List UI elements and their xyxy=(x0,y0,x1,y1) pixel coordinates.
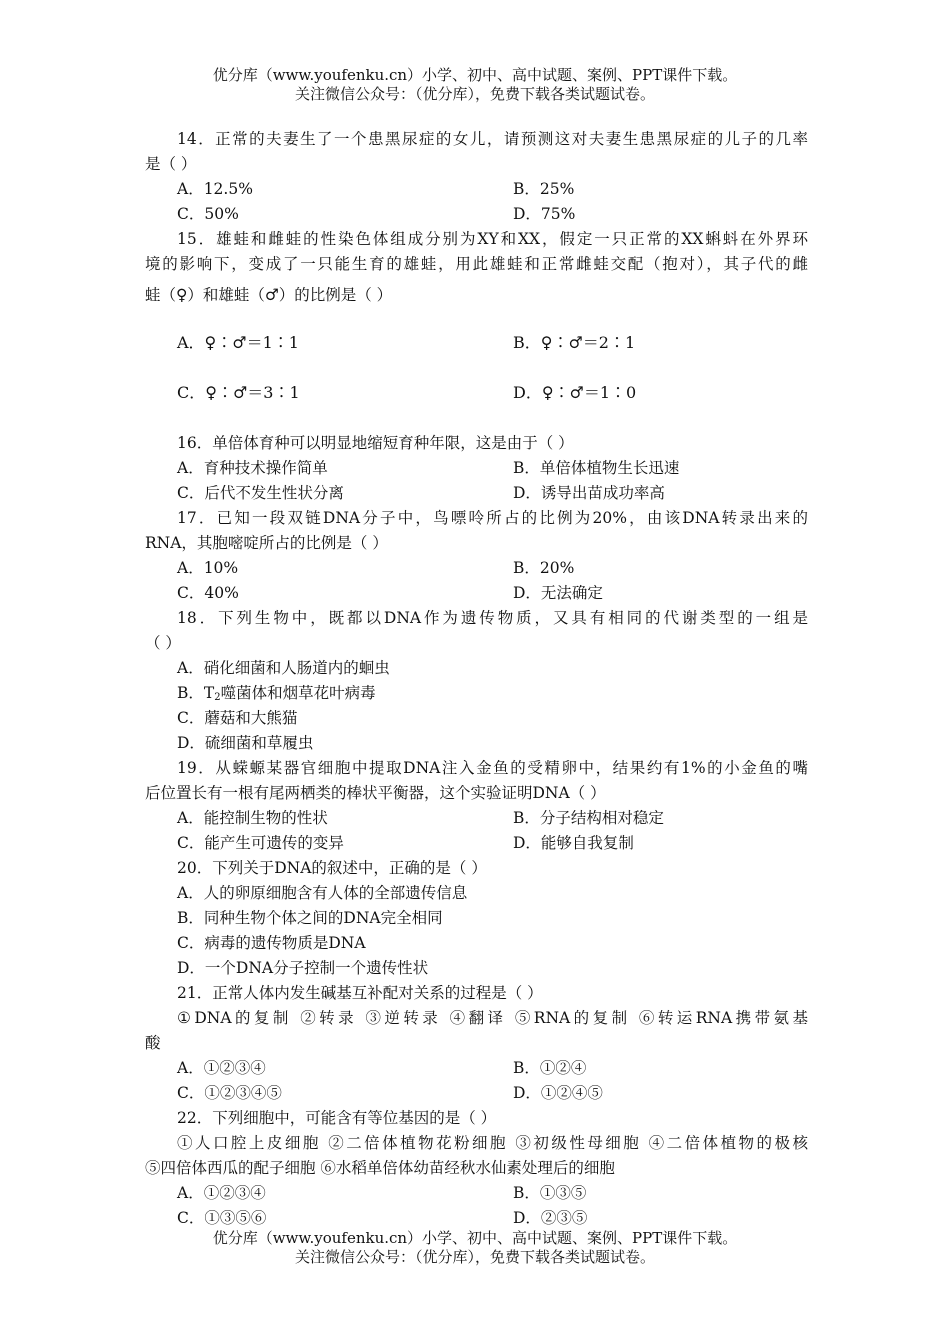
option-a: A．①②③④ xyxy=(177,1059,266,1077)
option-b: B．20% xyxy=(513,559,575,577)
question-content xyxy=(145,127,808,1231)
option-c: C．蘑菇和大熊猫 xyxy=(177,709,298,727)
page-footer xyxy=(0,1229,950,1267)
option-d: D．无法确定 xyxy=(513,584,603,602)
option-a: A．硝化细菌和人肠道内的蛔虫 xyxy=(177,659,390,677)
option-d: D．75% xyxy=(513,205,576,223)
question-22-options-row-2 xyxy=(145,1206,808,1231)
option-d: D．诱导出苗成功率高 xyxy=(513,484,665,502)
question-22-stem: 22．下列细胞中，可能含有等位基因的是（ ） xyxy=(177,1109,497,1127)
footer-line-2: 关注微信公众号：（优分库），免费下载各类试题试卷。 xyxy=(294,1248,655,1266)
question-20 xyxy=(145,856,808,981)
option-c: C．①②③④⑤ xyxy=(177,1084,282,1102)
question-16-options-row-1 xyxy=(145,456,808,481)
question-19-options-row-1 xyxy=(145,806,808,831)
option-c: C．病毒的遗传物质是DNA xyxy=(177,934,366,952)
question-17-options-row-2 xyxy=(145,581,808,606)
question-14 xyxy=(145,127,808,227)
option-b: B．①③⑤ xyxy=(513,1184,587,1202)
option-d: D．①②④⑤ xyxy=(513,1084,603,1102)
question-19-stem: 19．从蝾螈某器官细胞中提取DNA注入金鱼的受精卵中，结果约有1%的小金鱼的嘴 xyxy=(177,759,808,777)
question-15-options-row-2 xyxy=(145,368,808,418)
question-17-stem: 17．已知一段双链DNA分子中，鸟嘌呤所占的比例为20%，由该DNA转录出来的 xyxy=(177,509,808,527)
header-line-2: 关注微信公众号：（优分库），免费下载各类试题试卷。 xyxy=(294,85,655,103)
header-line-1: 优分库（www.youfenku.cn）小学、初中、高中试题、案例、PPT课件下载。 xyxy=(212,66,738,84)
option-b: B．①②④ xyxy=(513,1059,587,1077)
question-21-options-row-2 xyxy=(145,1081,808,1106)
page-header xyxy=(0,66,950,104)
question-21-stem: 21．正常人体内发生碱基互补配对关系的过程是（ ） xyxy=(177,984,543,1002)
option-b xyxy=(145,681,808,706)
question-15-options-row-1 xyxy=(145,318,808,368)
question-18-stem-cont: （ ） xyxy=(145,634,181,652)
option-a: A．12.5% xyxy=(177,180,253,198)
option-d: D．♀∶♂＝1∶0 xyxy=(513,383,637,402)
option-b: B．25% xyxy=(513,180,575,198)
question-15-stem-cont-1: 境的影响下，变成了一只能生育的雄蛙，用此雄蛙和正常雌蛙交配（抱对），其子代的雌 xyxy=(145,255,808,273)
question-15-stem-cont-2: 蛙（♀）和雄蛙（♂）的比例是（ ） xyxy=(145,286,393,304)
option-a: A．10% xyxy=(177,559,239,577)
option-a: A．育种技术操作简单 xyxy=(177,459,328,477)
option-c: C．后代不发生性状分离 xyxy=(177,484,344,502)
option-b: B．分子结构相对稳定 xyxy=(513,809,664,827)
option-c: C．50% xyxy=(177,205,239,223)
question-19 xyxy=(145,756,808,856)
footer-line-1: 优分库（www.youfenku.cn）小学、初中、高中试题、案例、PPT课件下载。 xyxy=(212,1229,738,1247)
option-a: A．能控制生物的性状 xyxy=(177,809,328,827)
option-d: D．能够自我复制 xyxy=(513,834,634,852)
option-d: D．一个DNA分子控制一个遗传性状 xyxy=(177,959,429,977)
option-b-prefix: B．T xyxy=(177,684,215,702)
question-18-stem: 18．下列生物中，既都以DNA作为遗传物质，又具有相同的代谢类型的一组是 xyxy=(177,609,808,627)
option-b: B．同种生物个体之间的DNA完全相同 xyxy=(177,909,443,927)
question-22-items-cont: ⑤四倍体西瓜的配子细胞 ⑥水稻单倍体幼苗经秋水仙素处理后的细胞 xyxy=(145,1159,615,1177)
question-22-options-row-1 xyxy=(145,1181,808,1206)
question-16-options-row-2 xyxy=(145,481,808,506)
question-16 xyxy=(145,431,808,506)
question-19-options-row-2 xyxy=(145,831,808,856)
question-14-stem-cont: 是（ ） xyxy=(145,155,197,173)
option-a: A．♀∶♂＝1∶1 xyxy=(177,333,299,352)
question-17-stem-cont: RNA，其胞嘧啶所占的比例是（ ） xyxy=(145,534,388,552)
question-19-stem-cont: 后位置长有一根有尾两栖类的棒状平衡器，这个实验证明DNA（ ） xyxy=(145,784,606,802)
option-d: D．硫细菌和草履虫 xyxy=(177,734,314,752)
option-a: A．人的卵原细胞含有人体的全部遗传信息 xyxy=(177,884,468,902)
option-b: B．单倍体植物生长迅速 xyxy=(513,459,680,477)
question-21-items-cont: 酸 xyxy=(145,1034,161,1052)
option-b-text: 噬菌体和烟草花叶病毒 xyxy=(220,684,376,702)
option-b: B．♀∶♂＝2∶1 xyxy=(513,333,636,352)
question-20-stem: 20．下列关于DNA的叙述中，正确的是（ ） xyxy=(177,859,487,877)
option-c: C．40% xyxy=(177,584,239,602)
question-16-stem: 16．单倍体育种可以明显地缩短育种年限，这是由于（ ） xyxy=(177,434,574,452)
question-21-items: ①DNA的复制 ②转录 ③逆转录 ④翻译 ⑤RNA的复制 ⑥转运RNA携带氨基 xyxy=(177,1009,808,1027)
question-14-options-row-1 xyxy=(145,177,808,202)
option-d: D．②③⑤ xyxy=(513,1209,588,1227)
question-15-stem: 15．雄蛙和雌蛙的性染色体组成分别为XY和XX，假定一只正常的XX蝌蚪在外界环 xyxy=(177,230,808,248)
question-17 xyxy=(145,506,808,606)
question-18 xyxy=(145,606,808,756)
question-21 xyxy=(145,981,808,1106)
question-14-stem: 14．正常的夫妻生了一个患黑尿症的女儿，请预测这对夫妻生患黑尿症的儿子的几率 xyxy=(177,130,808,148)
question-15 xyxy=(145,227,808,418)
question-22-items: ①人口腔上皮细胞 ②二倍体植物花粉细胞 ③初级性母细胞 ④二倍体植物的极核 xyxy=(177,1134,808,1152)
option-a: A．①②③④ xyxy=(177,1184,266,1202)
question-22 xyxy=(145,1106,808,1231)
question-14-options-row-2 xyxy=(145,202,808,227)
question-21-options-row-1 xyxy=(145,1056,808,1081)
subscript: 2 xyxy=(214,692,221,703)
option-c: C．♀∶♂＝3∶1 xyxy=(177,383,300,402)
question-17-options-row-1 xyxy=(145,556,808,581)
option-c: C．①③⑤⑥ xyxy=(177,1209,267,1227)
spacer xyxy=(145,418,808,431)
option-c: C．能产生可遗传的变异 xyxy=(177,834,344,852)
